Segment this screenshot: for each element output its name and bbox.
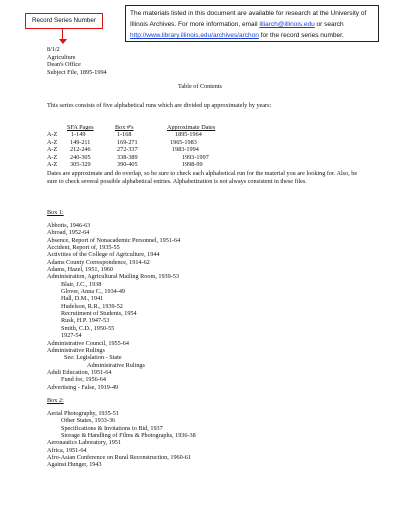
- list-item: Abroad, 1952-64: [47, 229, 90, 237]
- note-paragraph: Dates are approximate and do overlap, so be sure to check each alphabetical run for the material you are looking for. Also, be sure to check several possible alphabetical entries. Alphabetization is not always consistent in these files.: [47, 170, 358, 185]
- list-item: Accident, Report of, 1935-55: [47, 244, 120, 252]
- notice-line-2: [130, 19, 374, 30]
- table-cell: 1895-1964: [175, 131, 202, 138]
- sub-list-item: Rusk, H.P. 1947-53: [61, 317, 110, 325]
- intro-paragraph: This series consists of five alphabetical runs which are divided up approximately by years:: [47, 102, 272, 109]
- table-cell: 1993-1997: [182, 153, 209, 161]
- table-cell: 1998-99: [182, 161, 203, 168]
- col-header-boxes: Box #'s: [115, 124, 134, 131]
- table-cell: A-Z: [47, 153, 58, 161]
- list-item: Adams, Hazel, 1951, 1960: [47, 266, 113, 274]
- list-item: Adams County Correspondence, 1914-62: [47, 258, 150, 266]
- sub-list-item: Recruitment of Students, 1954: [61, 310, 137, 318]
- notice-text: Illinois Archives. For more information, email: [130, 21, 260, 28]
- list-item: Absence, Report of Nonacademic Personnel, 1951-64: [47, 236, 181, 244]
- notice-text: for the record series number.: [258, 32, 344, 39]
- list-item: Activities of the College of Agriculture, 1944: [47, 251, 160, 259]
- table-cell: 305-329: [70, 161, 91, 168]
- email-link[interactable]: illiarch@illinois.edu: [259, 21, 315, 28]
- col-header-pages: SFA Pages: [67, 124, 94, 131]
- notice-line-1: The materials listed in this document are available for research at the University of: [130, 10, 367, 17]
- table-cell: 169-271: [117, 138, 138, 146]
- table-cell: 338-389: [117, 153, 138, 161]
- list-item: Abbotts, 1946-63: [47, 222, 91, 229]
- sub-list-item: 1927-54: [61, 332, 82, 340]
- sub-list-item: Hall, D.M., 1941: [61, 295, 104, 303]
- list-item: Administrative Council, 1955-64: [47, 339, 129, 347]
- table-cell: 240-305: [70, 153, 91, 161]
- list-item: Advertising - False, 1919-49: [47, 383, 119, 391]
- sub-list-item: Blair, J.C., 1938: [61, 280, 102, 288]
- list-item: Africa, 1951-64: [47, 446, 87, 454]
- table-cell: 272-337: [117, 146, 138, 153]
- arrow-down-icon: [59, 39, 67, 44]
- list-item: Afro-Asian Conference on Rural Reconstruction, 1960-61: [47, 454, 191, 462]
- list-item: Administrative Rulings: [47, 346, 105, 354]
- see-reference: Administrative Rulings: [87, 361, 145, 369]
- sub-list-item: Specifications & Invitations to Bid, 1937: [61, 424, 163, 432]
- box-2-list: [47, 410, 196, 469]
- sub-list-item: Hudelson, R.R., 1939-52: [61, 302, 123, 310]
- table-cell: A-Z: [47, 146, 58, 153]
- list-item: Administration, Agricultural Mailing Room, 1939-53: [47, 273, 179, 281]
- table-cell: 212-246: [70, 146, 91, 153]
- office-name: Dean's Office: [47, 61, 81, 69]
- unit-name: Agriculture: [47, 53, 76, 61]
- table-cell: A-Z: [47, 131, 58, 138]
- archives-notice: [125, 5, 379, 42]
- notice-text: or search: [314, 21, 344, 28]
- col-header-dates: Approximate Dates: [167, 124, 216, 131]
- see-reference: See: Legislation - State: [64, 354, 122, 362]
- table-cell: A-Z: [47, 161, 58, 168]
- sub-list-item: Fund for, 1956-64: [61, 376, 106, 384]
- record-series-label: Record Series Number: [25, 13, 103, 29]
- archon-link[interactable]: http://www.library.illinois.edu/archives/archon: [130, 32, 259, 39]
- sub-list-item: Storage & Handling of Films & Photographs, 1936-38: [61, 432, 196, 440]
- table-cell: 1965-1983: [170, 138, 197, 146]
- table-cell: 1983-1994: [172, 146, 199, 153]
- table-cell: 1-149: [71, 131, 86, 138]
- list-item: Against Hunger, 1943: [47, 461, 102, 469]
- list-item: Adult Education, 1951-64: [47, 368, 112, 376]
- notice-line-3: [130, 30, 374, 41]
- box-1-title: Box 1:: [47, 209, 64, 216]
- series-number: 8/1/2: [47, 46, 60, 53]
- document-header: [47, 46, 107, 76]
- table-cell: A-Z: [47, 138, 58, 146]
- table-cell: 390-405: [117, 161, 138, 168]
- list-item: Aerial Photography, 1935-51: [47, 410, 119, 417]
- sub-list-item: Smith, C.D., 1950-55: [61, 324, 115, 332]
- sub-list-item: Other States, 1933-36: [61, 417, 116, 425]
- box-2-title: Box 2:: [47, 397, 64, 404]
- file-title: Subject File, 1895-1994: [47, 68, 107, 76]
- table-cell: 1-168: [117, 131, 132, 138]
- list-item: Aeronautics Laboratory, 1951: [47, 439, 121, 447]
- box-1-list: [47, 222, 180, 391]
- table-cell: 149-211: [70, 138, 91, 146]
- sub-list-item: Glover, Anna C., 1934-49: [61, 288, 126, 296]
- toc-title: Table of Contents: [178, 83, 222, 90]
